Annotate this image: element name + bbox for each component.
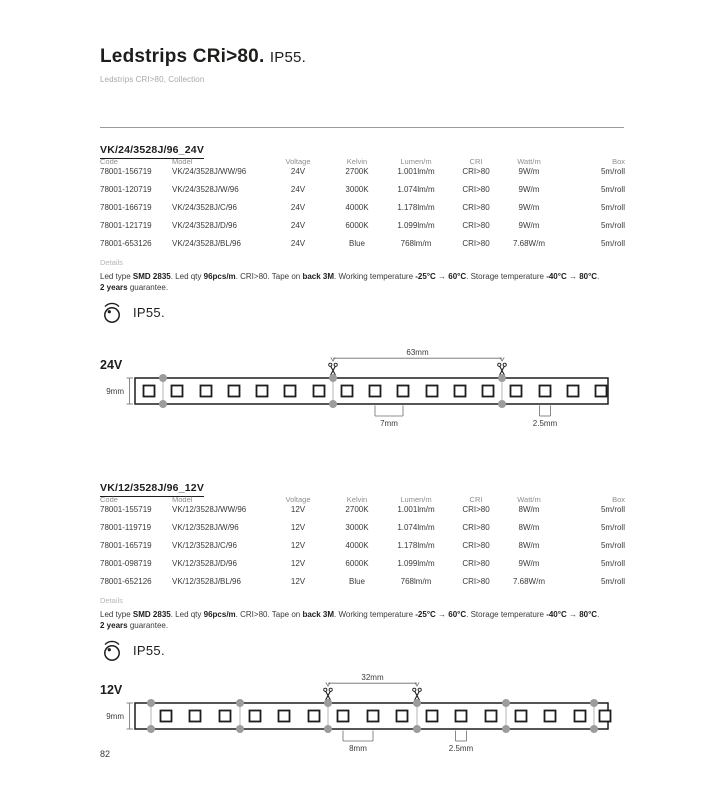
table-cell: 24V: [290, 203, 306, 212]
table-cell: 12V: [290, 505, 306, 514]
page-subtitle: Ledstrips CRI>80, Collection: [100, 75, 205, 84]
details-segment: →: [435, 610, 449, 619]
table-cell: 7.68W/m: [512, 577, 545, 586]
led-chip: [540, 386, 551, 397]
table-row: [100, 559, 625, 568]
column-header: Model: [172, 495, 193, 504]
table-cell: VK/24/3528J/D/96: [172, 221, 237, 230]
table-cell: Blue: [348, 577, 365, 586]
table-cell: 1.001lm/m: [397, 505, 435, 514]
table-cell: 9W/m: [518, 221, 540, 230]
table-cell: CRI>80: [462, 221, 490, 230]
details-segment: -40°C: [546, 272, 567, 281]
dimension-label: 2.5mm: [532, 419, 558, 428]
dimension-label: 63mm: [406, 348, 429, 357]
led-chip: [285, 386, 296, 397]
table-cell: 1.074lm/m: [397, 185, 435, 194]
table-cell: 4000K: [345, 203, 369, 212]
solder-pad: [329, 374, 337, 382]
table-cell: CRI>80: [462, 523, 490, 532]
page-header: [100, 47, 306, 84]
table-cell: CRI>80: [462, 577, 490, 586]
ip-rating-label: IP55.: [133, 642, 165, 658]
led-chip: [309, 711, 320, 722]
table-row: [100, 523, 625, 532]
table-cell: VK/24/3528J/BL/96: [172, 239, 241, 248]
details-segment: . Working temperature: [334, 272, 416, 281]
solder-pad: [236, 725, 244, 733]
table-cell: 24V: [290, 239, 306, 248]
solder-pad: [329, 400, 337, 408]
table-cell: 78001-121719: [100, 221, 152, 230]
details-segment: -40°C: [546, 610, 567, 619]
table-heading: VK/12/3528J/96_12V: [100, 482, 204, 497]
table-cell: CRI>80: [462, 185, 490, 194]
details-label: Details: [100, 258, 123, 267]
product-section-12v: [100, 478, 625, 778]
details-segment: . CRI>80. Tape on: [235, 610, 303, 619]
spec-table: [100, 478, 625, 596]
table-cell: 768lm/m: [400, 577, 432, 586]
strip-diagram: [100, 345, 625, 435]
stopwatch-icon: [101, 301, 123, 324]
table-cell: VK/12/3528J/C/96: [172, 541, 237, 550]
led-chip: [220, 711, 231, 722]
solder-pad: [147, 725, 155, 733]
solder-pad: [147, 699, 155, 707]
table-cell: CRI>80: [462, 239, 490, 248]
column-header: Lumen/m: [400, 495, 432, 504]
table-row: [100, 167, 625, 176]
solder-pad: [498, 400, 506, 408]
led-chip: [398, 386, 409, 397]
table-cell: 78001-165719: [100, 541, 152, 550]
ip-rating: [101, 301, 165, 323]
details-block: [100, 258, 625, 293]
solder-pad: [159, 374, 167, 382]
dimension-label: 9mm: [106, 387, 124, 396]
table-cell: 1.178lm/m: [397, 541, 435, 550]
table-row: [100, 185, 625, 194]
table-cell: 12V: [290, 541, 306, 550]
table-row: [100, 577, 625, 586]
table-cell: 78001-156719: [100, 167, 152, 176]
led-chip: [201, 386, 212, 397]
details-segment: .: [597, 610, 600, 619]
table-cell: 24V: [290, 167, 306, 176]
table-cell: 1.001lm/m: [397, 167, 435, 176]
led-chip: [511, 386, 522, 397]
led-chip: [190, 711, 201, 722]
details-segment: 60°C: [448, 610, 467, 619]
table-cell: 5m/roll: [600, 559, 625, 568]
spec-table: [100, 140, 625, 258]
header-divider: [100, 127, 624, 128]
led-chip: [368, 711, 379, 722]
table-cell: 1.178lm/m: [397, 203, 435, 212]
table-cell: 9W/m: [518, 185, 540, 194]
solder-pad: [590, 725, 598, 733]
dimension-label: 8mm: [349, 744, 367, 753]
column-header: Voltage: [285, 157, 311, 166]
details-segment: SMD 2835: [132, 610, 171, 619]
table-cell: VK/12/3528J/WW/96: [172, 505, 247, 514]
led-chip: [427, 711, 438, 722]
solder-pad: [324, 699, 332, 707]
table-cell: 78001-653126: [100, 239, 152, 248]
voltage-label: 24V: [100, 358, 123, 372]
table-cell: 3000K: [345, 523, 369, 532]
led-strip-svg: [100, 670, 625, 760]
table-row: [100, 239, 625, 248]
led-chip: [575, 711, 586, 722]
table-cell: 5m/roll: [600, 167, 625, 176]
led-chip: [250, 711, 261, 722]
solder-pad: [590, 699, 598, 707]
details-segment: . Led qty: [170, 272, 204, 281]
table-cell: 5m/roll: [600, 523, 625, 532]
page-title: [100, 47, 306, 68]
column-header: Box: [612, 157, 625, 166]
table-cell: 12V: [290, 577, 306, 586]
ip-rating-label: IP55.: [133, 304, 165, 320]
scissors-icon: [324, 688, 333, 700]
led-chip: [342, 386, 353, 397]
led-chip: [229, 386, 240, 397]
details-segment: back 3M: [302, 272, 335, 281]
details-segment: guarantee.: [127, 283, 169, 292]
table-cell: 12V: [290, 523, 306, 532]
table-row: [100, 221, 625, 230]
details-segment: 60°C: [448, 272, 467, 281]
dimension-label: 9mm: [106, 712, 124, 721]
solder-pad: [413, 725, 421, 733]
solder-pad: [413, 699, 421, 707]
table-header-row: [100, 157, 625, 166]
table-cell: VK/24/3528J/W/96: [172, 185, 239, 194]
table-cell: 24V: [290, 221, 306, 230]
details-segment: →: [566, 272, 580, 281]
led-chip: [545, 711, 556, 722]
table-cell: 1.099lm/m: [397, 559, 435, 568]
led-chip: [257, 386, 268, 397]
table-cell: CRI>80: [462, 505, 490, 514]
table-cell: CRI>80: [462, 167, 490, 176]
led-chip: [455, 386, 466, 397]
solder-pad: [236, 699, 244, 707]
table-heading: VK/24/3528J/96_24V: [100, 144, 204, 159]
details-segment: Led type: [100, 272, 133, 281]
dimension-label: 7mm: [380, 419, 398, 428]
led-chip: [600, 711, 611, 722]
page-title-main: Ledstrips CRi>80.: [100, 46, 265, 67]
table-cell: 3000K: [345, 185, 369, 194]
led-chip: [172, 386, 183, 397]
table-cell: 768lm/m: [400, 239, 432, 248]
details-segment: .: [597, 272, 600, 281]
table-cell: CRI>80: [462, 541, 490, 550]
table-cell: 24V: [290, 185, 306, 194]
table-row: [100, 505, 625, 514]
led-chip: [516, 711, 527, 722]
product-section-24v: [100, 140, 625, 440]
details-segment: . Led qty: [170, 610, 204, 619]
table-cell: 78001-652126: [100, 577, 152, 586]
table-cell: 12V: [290, 559, 306, 568]
details-segment: 96pcs/m: [203, 272, 236, 281]
scissors-icon: [329, 363, 338, 375]
table-cell: 78001-120719: [100, 185, 152, 194]
details-segment: 2 years: [100, 621, 128, 630]
column-header: Code: [100, 495, 118, 504]
details-segment: Led type: [100, 610, 133, 619]
led-chip: [370, 386, 381, 397]
table-cell: VK/24/3528J/WW/96: [172, 167, 247, 176]
details-segment: -25°C: [415, 272, 436, 281]
stopwatch-icon: [101, 639, 123, 662]
table-cell: Blue: [348, 239, 365, 248]
table-cell: 2700K: [345, 505, 369, 514]
solder-pad: [502, 699, 510, 707]
details-segment: . Storage temperature: [466, 272, 547, 281]
details-segment: back 3M: [302, 610, 335, 619]
guarantee-text: [100, 282, 625, 293]
column-header: Kelvin: [346, 495, 368, 504]
details-segment: -25°C: [415, 610, 436, 619]
details-segment: . Working temperature: [334, 610, 416, 619]
table-header-row: [100, 495, 625, 504]
table-cell: 78001-098719: [100, 559, 152, 568]
table-row: [100, 541, 625, 550]
details-segment: SMD 2835: [132, 272, 171, 281]
voltage-label: 12V: [100, 683, 123, 697]
column-header: CRI: [469, 495, 483, 504]
table-cell: 9W/m: [518, 203, 540, 212]
details-segment: 80°C: [579, 272, 598, 281]
column-header: Lumen/m: [400, 157, 432, 166]
column-header: Code: [100, 157, 118, 166]
column-header: Watt/m: [517, 157, 541, 166]
table-cell: CRI>80: [462, 203, 490, 212]
led-strip-svg: [100, 345, 625, 435]
details-text: [100, 271, 625, 282]
strip-diagram: [100, 670, 625, 760]
led-chip: [279, 711, 290, 722]
column-header: CRI: [469, 157, 483, 166]
details-segment: . CRI>80. Tape on: [235, 272, 303, 281]
led-chip: [483, 386, 494, 397]
dimension-label: 2.5mm: [448, 744, 474, 753]
solder-pad: [324, 725, 332, 733]
table-cell: 7.68W/m: [512, 239, 545, 248]
table-cell: 5m/roll: [600, 203, 625, 212]
table-cell: 78001-166719: [100, 203, 152, 212]
led-chip: [456, 711, 467, 722]
led-chip: [397, 711, 408, 722]
solder-pad: [159, 400, 167, 408]
column-header: Voltage: [285, 495, 311, 504]
details-segment: guarantee.: [127, 621, 169, 630]
table-cell: 78001-119719: [100, 523, 152, 532]
details-segment: 80°C: [579, 610, 598, 619]
led-chip: [144, 386, 155, 397]
table-cell: VK/24/3528J/C/96: [172, 203, 237, 212]
details-block: [100, 596, 625, 631]
table-cell: 1.074lm/m: [397, 523, 435, 532]
table-cell: 2700K: [345, 167, 369, 176]
led-chip: [427, 386, 438, 397]
solder-pad: [498, 374, 506, 382]
details-segment: 96pcs/m: [203, 610, 236, 619]
table-cell: 1.099lm/m: [397, 221, 435, 230]
details-segment: →: [435, 272, 449, 281]
table-cell: 6000K: [345, 221, 369, 230]
table-cell: 5m/roll: [600, 239, 625, 248]
details-segment: 2 years: [100, 283, 128, 292]
table-cell: CRI>80: [462, 559, 490, 568]
led-chip: [314, 386, 325, 397]
column-header: Box: [612, 495, 625, 504]
table-cell: 9W/m: [518, 559, 540, 568]
led-chip: [568, 386, 579, 397]
table-cell: 9W/m: [518, 167, 540, 176]
details-text: [100, 609, 625, 620]
table-row: [100, 203, 625, 212]
table-cell: 6000K: [345, 559, 369, 568]
page-title-suffix: IP55.: [269, 49, 306, 66]
details-segment: . Storage temperature: [466, 610, 547, 619]
column-header: Model: [172, 157, 193, 166]
table-cell: VK/12/3528J/BL/96: [172, 577, 241, 586]
details-label: Details: [100, 596, 123, 605]
table-cell: 78001-155719: [100, 505, 152, 514]
table-cell: VK/12/3528J/D/96: [172, 559, 237, 568]
table-cell: 5m/roll: [600, 185, 625, 194]
scissors-icon: [498, 363, 507, 375]
column-header: Watt/m: [517, 495, 541, 504]
table-cell: 5m/roll: [600, 541, 625, 550]
solder-pad: [502, 725, 510, 733]
table-cell: 8W/m: [518, 541, 540, 550]
led-chip: [486, 711, 497, 722]
scissors-icon: [413, 688, 422, 700]
table-cell: 8W/m: [518, 523, 540, 532]
led-chip: [161, 711, 172, 722]
table-cell: 4000K: [345, 541, 369, 550]
table-cell: 5m/roll: [600, 505, 625, 514]
page-number: 82: [100, 749, 111, 759]
column-header: Kelvin: [346, 157, 368, 166]
table-cell: 8W/m: [518, 505, 540, 514]
dimension-label: 32mm: [361, 673, 384, 682]
table-cell: 5m/roll: [600, 577, 625, 586]
ip-rating: [101, 639, 165, 661]
table-cell: VK/12/3528J/W/96: [172, 523, 239, 532]
table-cell: 5m/roll: [600, 221, 625, 230]
led-chip: [596, 386, 607, 397]
led-chip: [338, 711, 349, 722]
details-segment: →: [566, 610, 580, 619]
guarantee-text: [100, 620, 625, 631]
